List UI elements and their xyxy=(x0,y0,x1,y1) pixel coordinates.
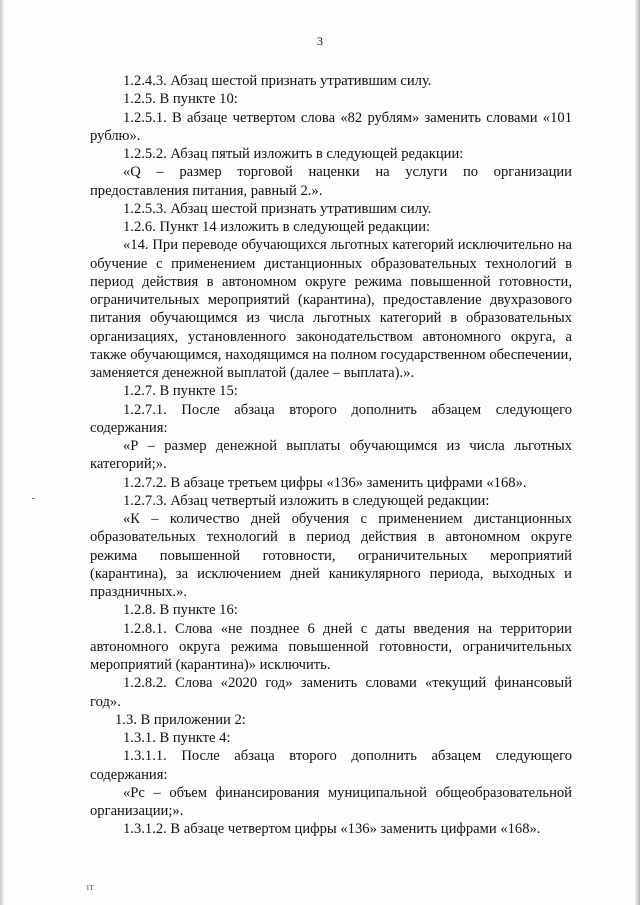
paragraph-1-2-8-2: 1.2.8.2. Слова «2020 год» заменить словами «текущий финансовый год». xyxy=(90,675,572,710)
paragraph-1-2-8: 1.2.8. В пункте 16: xyxy=(123,602,238,619)
paragraph-1-2-7: 1.2.7. В пункте 15: xyxy=(123,383,238,400)
paragraph-1-2-8-1: 1.2.8.1. Слова «не позднее 6 дней с даты введения на территории автономного округа режима повышенной готовности, ограничительных мероприятий (карантина)» исключить. xyxy=(90,620,572,673)
paragraph-pc-definition: «Рс – объем финансирования муниципальной общеобразовательной организации;». xyxy=(90,784,572,819)
scan-edge-right xyxy=(635,0,640,905)
margin-mark xyxy=(32,498,35,499)
paragraph-1-2-5-3: 1.2.5.3. Абзац шестой признать утратившим силу. xyxy=(123,200,432,217)
paragraph-1-2-5: 1.2.5. В пункте 10: xyxy=(123,91,238,108)
paragraph-point-14: «14. При переводе обучающихся льготных категорий исключительно на обучение с применением дистанционных образовательных технологий в период действия в автономном округе режима повышенной готовности, ограничительных мероприятий (карантина), предоставление двухразового питания обучающимся из числа льготных категорий в образовательных организациях, установленного законодательством автономного округа, а также обучающимся, находящимся на полном государственном обеспечении, заменяется денежной выплатой (далее – выплата).». xyxy=(90,237,572,381)
paragraph-1-3-1: 1.3.1. В пункте 4: xyxy=(123,730,231,746)
paragraph-1-2-7-3: 1.2.7.3. Абзац четвертый изложить в следующей редакции: xyxy=(123,492,490,509)
paragraph-1-2-5-2: 1.2.5.2. Абзац пятый изложить в следующей редакции: xyxy=(123,146,464,162)
paragraph-k-definition: «К – количество дней обучения с применением дистанционных образовательных технологий в период действия в автономном округе режима повышенной готовности, ограничительных мероприятий (карантина), за исключением дней каникулярного периода, выходных и праздничных.». xyxy=(90,511,572,600)
paragraph-1-3-1-1: 1.3.1.1. После абзаца второго дополнить абзацем следующего содержания: xyxy=(90,748,572,783)
paragraph-1-3: 1.3. В приложении 2: xyxy=(115,711,246,728)
paragraph-1-2-6: 1.2.6. Пункт 14 изложить в следующей редакции: xyxy=(123,219,431,235)
paragraph-q-definition: «Q – размер торговой наценки на услуги по организации предоставления питания, равный 2.». xyxy=(90,164,572,199)
footer-code: 1Т xyxy=(86,884,94,892)
paragraph-1-2-7-1: 1.2.7.1. После абзаца второго дополнить абзацем следующего содержания: xyxy=(90,401,572,436)
paragraph-1-2-4-3: 1.2.4.3. Абзац шестой признать утратившим силу. xyxy=(123,73,432,89)
scan-edge-left xyxy=(0,0,4,905)
paragraph-p-definition: «Р – размер денежной выплаты обучающимся из числа льготных категорий;». xyxy=(90,438,572,473)
paragraph-1-3-1-2: 1.3.1.2. В абзаце четвертом цифры «136» заменить цифрами «168». xyxy=(123,821,541,838)
paragraph-1-2-5-1: 1.2.5.1. В абзаце четвертом слова «82 рублям» заменить словами «101 рублю». xyxy=(90,109,572,144)
paragraph-1-2-7-2: 1.2.7.2. В абзаце третьем цифры «136» заменить цифрами «168». xyxy=(123,474,527,491)
document-body xyxy=(90,72,572,839)
page-number: 3 xyxy=(317,34,323,48)
